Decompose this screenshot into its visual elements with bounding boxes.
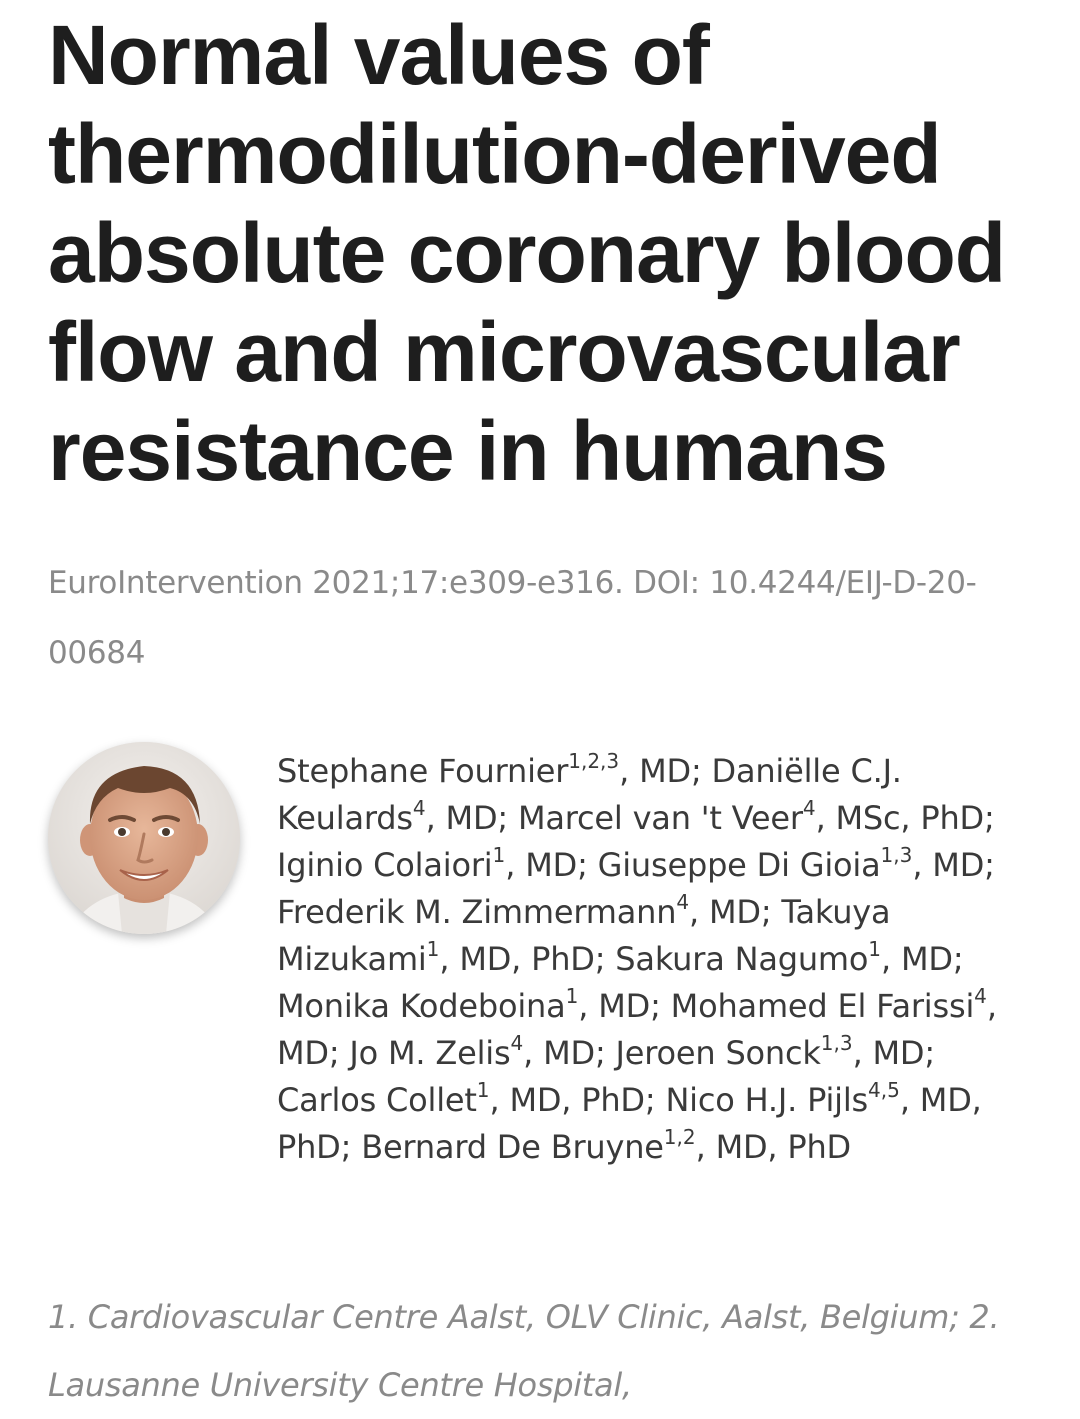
author-name: Mohamed El Farissi <box>670 987 975 1025</box>
author-name: Iginio Colaiori <box>277 846 493 884</box>
affiliation-marker: 4 <box>510 1031 524 1055</box>
author-name: Marcel van 't Veer <box>517 799 803 837</box>
affiliation-marker: 1 <box>492 843 506 867</box>
author-name: Daniëlle C.J. Keulards <box>277 752 902 837</box>
author-portrait-icon <box>48 742 240 934</box>
author-block <box>48 742 1048 1222</box>
affiliation-marker: 1,3 <box>880 843 913 867</box>
affiliations: 1. Cardiovascular Centre Aalst, OLV Clinic, Aalst, Belgium; 2. Lausanne University Centre Hospital, <box>48 1298 1000 1404</box>
author-degrees: MD <box>872 1034 925 1072</box>
author-name: Bernard De Bruyne <box>361 1128 664 1166</box>
author-name: Monika Kodeboina <box>277 987 566 1025</box>
author-degrees: MD <box>709 893 761 931</box>
author-name: Jeroen Sonck <box>615 1034 821 1072</box>
affiliation-marker: 4 <box>802 796 816 820</box>
affiliation-marker: 1 <box>426 937 440 961</box>
author-avatar <box>48 742 240 934</box>
author-name: Stephane Fournier <box>277 752 569 790</box>
author-degrees: MD <box>932 846 985 884</box>
author-degrees: MD, PhD <box>277 1081 982 1166</box>
author-degrees: MD, PhD <box>459 940 595 978</box>
author-degrees: MD <box>543 1034 595 1072</box>
author-degrees: MD <box>598 987 651 1025</box>
author-degrees: MD, PhD <box>715 1128 851 1166</box>
author-name: Nico H.J. Pijls <box>665 1081 869 1119</box>
author-name: Giuseppe Di Gioia <box>597 846 881 884</box>
affiliation-marker: 4 <box>676 890 690 914</box>
affiliation-marker: 1,2,3 <box>568 749 620 773</box>
author-degrees: MD <box>445 799 498 837</box>
author-name: Sakura Nagumo <box>615 940 869 978</box>
affiliation-marker: 4 <box>412 796 426 820</box>
affiliation-marker: 4,5 <box>868 1078 900 1102</box>
author-degrees: MD <box>900 940 953 978</box>
affiliation-marker: 4 <box>974 984 987 1008</box>
affiliation-marker: 1,2 <box>663 1125 696 1149</box>
author-degrees: MSc, PhD <box>835 799 984 837</box>
article-title: Normal values of thermodilution-derived absolute coronary blood flow and microvascular resistance in humans <box>48 8 1006 498</box>
author-name: Carlos Collet <box>277 1081 477 1119</box>
affiliation-marker: 1 <box>565 984 579 1008</box>
affiliation-marker: 1 <box>868 937 882 961</box>
citation: EuroIntervention 2021;17:e309-e316. DOI: 10.4244/EIJ-D-20-00684 <box>48 565 977 671</box>
author-degrees: MD <box>525 846 578 884</box>
author-name: Jo M. Zelis <box>349 1034 511 1072</box>
author-degrees: MD <box>639 752 691 790</box>
author-list: Stephane Fournier$^{1,2,3}$, MD; Daniëlle C.J. Keulards$^4$, MD; Marcel van 't Veer$^4$, MSc, PhD; Iginio Colaiori$^1$, MD; Giuseppe Di Gioia$^{1,3}$, MD; Frederik M. Zimmermann$^4$, MD; Takuya Mizukami$^1$, MD, PhD; Sakura Nagumo$^1$, MD; Monika Kodeboina$^1$, MD; Mohamed El Farissi$^4$, MD; Jo M. Zelis$^4$, MD; Jeroen Sonck$^{1,3}$, MD; Carlos Collet$^1$, MD, PhD; Nico H.J. Pijls$^{4,5}$, MD, PhD; Bernard De Bruyne$^{1,2}$, MD, PhD <box>277 749 997 1166</box>
affiliation-marker: 1 <box>476 1078 490 1102</box>
author-degrees: MD, PhD <box>509 1081 645 1119</box>
affiliation-marker: 1,3 <box>820 1031 853 1055</box>
author-name: Takuya Mizukami <box>277 893 891 978</box>
author-name: Frederik M. Zimmermann <box>277 893 677 931</box>
author-degrees: MD <box>277 1034 329 1072</box>
